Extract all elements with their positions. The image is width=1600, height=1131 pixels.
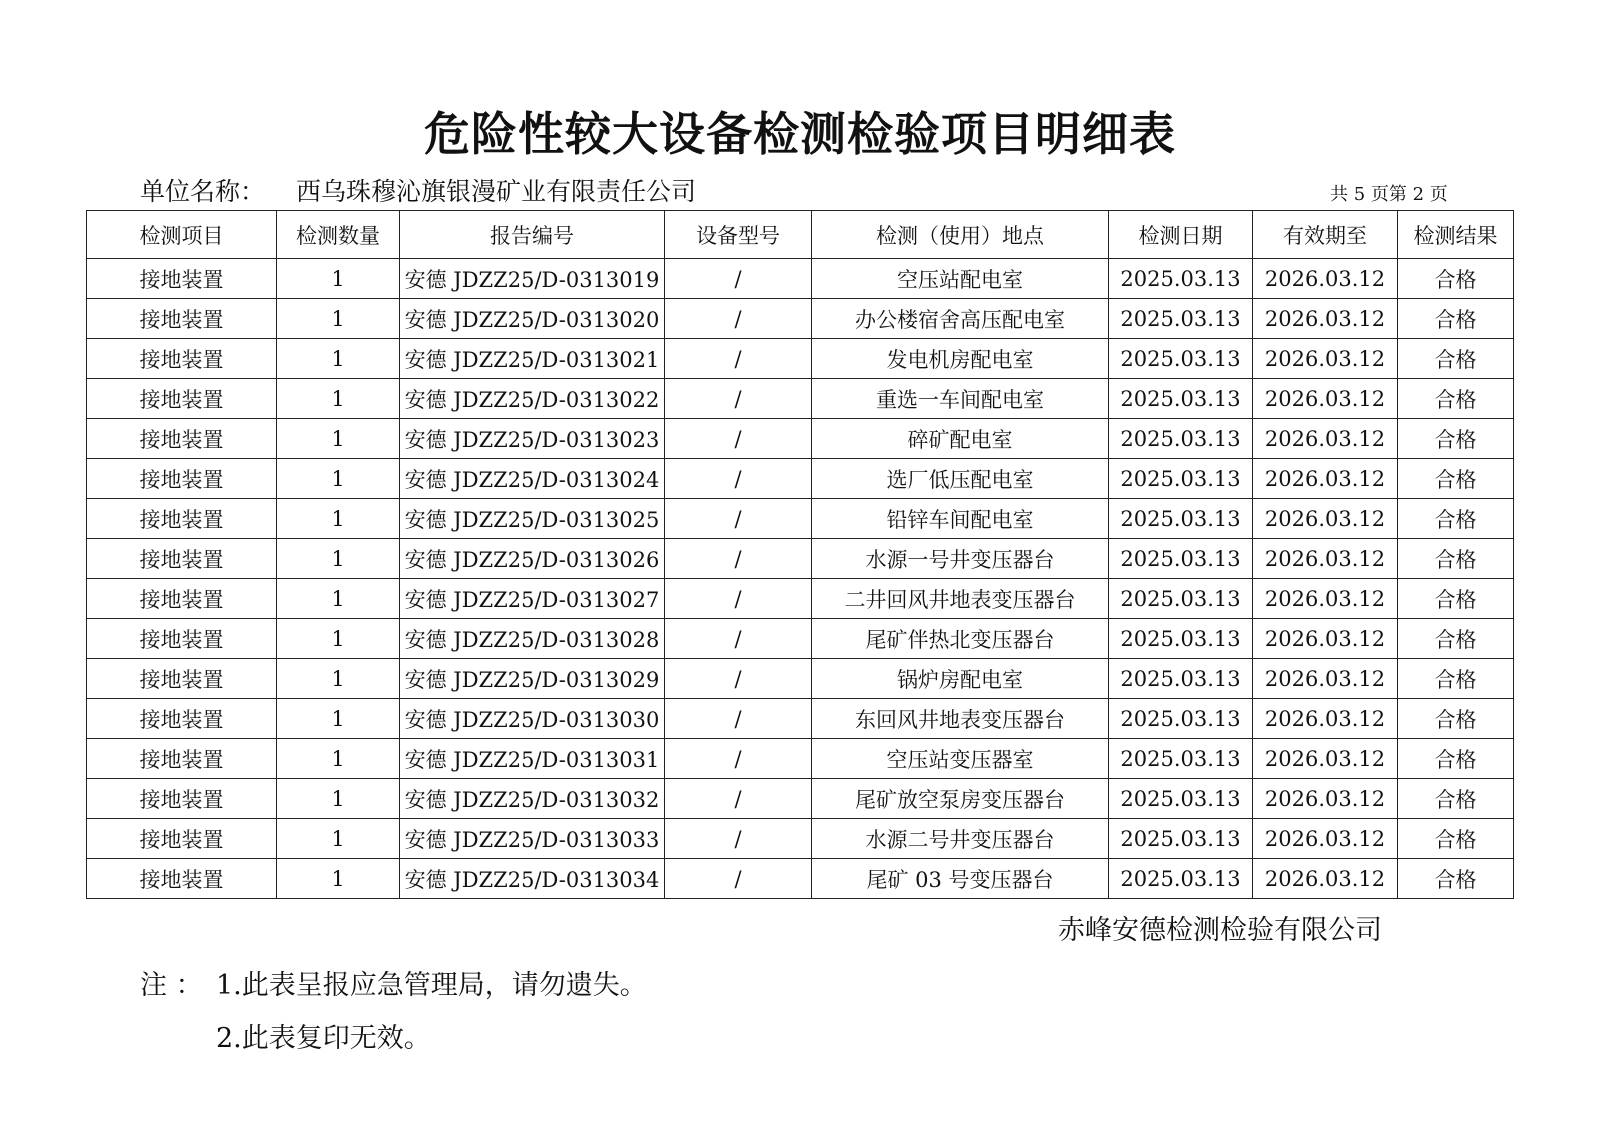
item-cell: 接地装置 [87,299,277,339]
model-cell: / [665,579,812,619]
location-cell: 选厂低压配电室 [812,459,1109,499]
result-cell: 合格 [1398,539,1514,579]
report-number-cell: 安德 JDZZ25/D-0313020 [400,299,665,339]
item-cell: 接地装置 [87,819,277,859]
result-cell: 合格 [1398,619,1514,659]
model-cell: / [665,819,812,859]
location-cell: 二井回风井地表变压器台 [812,579,1109,619]
quantity-cell: 1 [277,779,400,819]
result-cell: 合格 [1398,819,1514,859]
location-cell: 东回风井地表变压器台 [812,699,1109,739]
test-date-cell: 2025.03.13 [1109,779,1253,819]
report-number-cell: 安德 JDZZ25/D-0313033 [400,819,665,859]
table-row [87,579,1514,619]
table-row [87,539,1514,579]
test-date-cell: 2025.03.13 [1109,699,1253,739]
item-cell: 接地装置 [87,579,277,619]
report-number-cell: 安德 JDZZ25/D-0313029 [400,659,665,699]
valid-until-cell: 2026.03.12 [1253,659,1398,699]
result-cell: 合格 [1398,259,1514,299]
report-number-cell: 安德 JDZZ25/D-0313026 [400,539,665,579]
table-row [87,699,1514,739]
result-cell: 合格 [1398,779,1514,819]
item-cell: 接地装置 [87,619,277,659]
report-number-cell: 安德 JDZZ25/D-0313024 [400,459,665,499]
table-row [87,739,1514,779]
report-number-cell: 安德 JDZZ25/D-0313025 [400,499,665,539]
report-number-cell: 安德 JDZZ25/D-0313030 [400,699,665,739]
unit-name-value: 西乌珠穆沁旗银漫矿业有限责任公司 [296,177,697,206]
report-number-cell: 安德 JDZZ25/D-0313031 [400,739,665,779]
table-row [87,499,1514,539]
quantity-cell: 1 [277,299,400,339]
table-row [87,339,1514,379]
model-cell: / [665,299,812,339]
note-item: 2.此表复印无效。 [216,1023,431,1054]
result-cell: 合格 [1398,419,1514,459]
column-header: 检测项目 [87,211,277,259]
report-number-cell: 安德 JDZZ25/D-0313019 [400,259,665,299]
test-date-cell: 2025.03.13 [1109,339,1253,379]
location-cell: 铅锌车间配电室 [812,499,1109,539]
location-cell: 尾矿伴热北变压器台 [812,619,1109,659]
quantity-cell: 1 [277,739,400,779]
item-cell: 接地装置 [87,859,277,899]
result-cell: 合格 [1398,579,1514,619]
item-cell: 接地装置 [87,259,277,299]
quantity-cell: 1 [277,579,400,619]
table-row [87,619,1514,659]
model-cell: / [665,859,812,899]
valid-until-cell: 2026.03.12 [1253,619,1398,659]
location-cell: 发电机房配电室 [812,339,1109,379]
item-cell: 接地装置 [87,339,277,379]
table-row [87,459,1514,499]
valid-until-cell: 2026.03.12 [1253,419,1398,459]
item-cell: 接地装置 [87,419,277,459]
test-date-cell: 2025.03.13 [1109,859,1253,899]
quantity-cell: 1 [277,259,400,299]
valid-until-cell: 2026.03.12 [1253,499,1398,539]
test-date-cell: 2025.03.13 [1109,739,1253,779]
report-number-cell: 安德 JDZZ25/D-0313034 [400,859,665,899]
test-date-cell: 2025.03.13 [1109,459,1253,499]
model-cell: / [665,419,812,459]
column-header: 检测结果 [1398,211,1514,259]
location-cell: 尾矿 03 号变压器台 [812,859,1109,899]
item-cell: 接地装置 [87,739,277,779]
table-row [87,779,1514,819]
page-indicator: 共 5 页第 2 页 [1330,184,1448,205]
valid-until-cell: 2026.03.12 [1253,739,1398,779]
report-number-cell: 安德 JDZZ25/D-0313027 [400,579,665,619]
location-cell: 空压站配电室 [812,259,1109,299]
result-cell: 合格 [1398,659,1514,699]
model-cell: / [665,339,812,379]
result-cell: 合格 [1398,459,1514,499]
valid-until-cell: 2026.03.12 [1253,259,1398,299]
test-date-cell: 2025.03.13 [1109,819,1253,859]
result-cell: 合格 [1398,699,1514,739]
quantity-cell: 1 [277,459,400,499]
location-cell: 办公楼宿舍高压配电室 [812,299,1109,339]
valid-until-cell: 2026.03.12 [1253,339,1398,379]
column-header: 检测数量 [277,211,400,259]
report-number-cell: 安德 JDZZ25/D-0313021 [400,339,665,379]
item-cell: 接地装置 [87,699,277,739]
quantity-cell: 1 [277,659,400,699]
item-cell: 接地装置 [87,659,277,699]
model-cell: / [665,539,812,579]
table-row [87,859,1514,899]
test-date-cell: 2025.03.13 [1109,419,1253,459]
item-cell: 接地装置 [87,779,277,819]
item-cell: 接地装置 [87,499,277,539]
location-cell: 重选一车间配电室 [812,379,1109,419]
location-cell: 碎矿配电室 [812,419,1109,459]
location-cell: 水源二号井变压器台 [812,819,1109,859]
result-cell: 合格 [1398,499,1514,539]
quantity-cell: 1 [277,819,400,859]
test-date-cell: 2025.03.13 [1109,299,1253,339]
table-header-row [87,211,1514,259]
valid-until-cell: 2026.03.12 [1253,459,1398,499]
valid-until-cell: 2026.03.12 [1253,579,1398,619]
valid-until-cell: 2026.03.12 [1253,859,1398,899]
test-date-cell: 2025.03.13 [1109,619,1253,659]
item-cell: 接地装置 [87,539,277,579]
column-header: 检测（使用）地点 [812,211,1109,259]
document-title: 危险性较大设备检测检验项目明细表 [424,107,1176,161]
result-cell: 合格 [1398,339,1514,379]
quantity-cell: 1 [277,499,400,539]
table-row [87,419,1514,459]
test-date-cell: 2025.03.13 [1109,579,1253,619]
note-item: 1.此表呈报应急管理局，请勿遗失。 [216,970,647,1001]
column-header: 设备型号 [665,211,812,259]
report-number-cell: 安德 JDZZ25/D-0313023 [400,419,665,459]
valid-until-cell: 2026.03.12 [1253,539,1398,579]
model-cell: / [665,459,812,499]
quantity-cell: 1 [277,539,400,579]
item-cell: 接地装置 [87,459,277,499]
notes-label: 注 ： [140,970,203,1001]
table-row [87,299,1514,339]
model-cell: / [665,379,812,419]
test-date-cell: 2025.03.13 [1109,259,1253,299]
quantity-cell: 1 [277,699,400,739]
model-cell: / [665,659,812,699]
item-cell: 接地装置 [87,379,277,419]
table-row [87,379,1514,419]
model-cell: / [665,699,812,739]
table-row [87,259,1514,299]
valid-until-cell: 2026.03.12 [1253,779,1398,819]
result-cell: 合格 [1398,379,1514,419]
inspection-company: 赤峰安德检测检验有限公司 [1058,915,1382,946]
quantity-cell: 1 [277,419,400,459]
test-date-cell: 2025.03.13 [1109,659,1253,699]
column-header: 报告编号 [400,211,665,259]
inspection-table [86,210,1514,899]
result-cell: 合格 [1398,859,1514,899]
model-cell: / [665,619,812,659]
column-header: 有效期至 [1253,211,1398,259]
column-header: 检测日期 [1109,211,1253,259]
table-row [87,819,1514,859]
valid-until-cell: 2026.03.12 [1253,379,1398,419]
valid-until-cell: 2026.03.12 [1253,819,1398,859]
location-cell: 尾矿放空泵房变压器台 [812,779,1109,819]
valid-until-cell: 2026.03.12 [1253,299,1398,339]
test-date-cell: 2025.03.13 [1109,499,1253,539]
result-cell: 合格 [1398,299,1514,339]
model-cell: / [665,499,812,539]
report-number-cell: 安德 JDZZ25/D-0313022 [400,379,665,419]
test-date-cell: 2025.03.13 [1109,379,1253,419]
model-cell: / [665,779,812,819]
result-cell: 合格 [1398,739,1514,779]
valid-until-cell: 2026.03.12 [1253,699,1398,739]
report-number-cell: 安德 JDZZ25/D-0313028 [400,619,665,659]
location-cell: 锅炉房配电室 [812,659,1109,699]
unit-name-label: 单位名称： [140,177,266,206]
model-cell: / [665,739,812,779]
table-row [87,659,1514,699]
location-cell: 空压站变压器室 [812,739,1109,779]
model-cell: / [665,259,812,299]
quantity-cell: 1 [277,859,400,899]
report-number-cell: 安德 JDZZ25/D-0313032 [400,779,665,819]
quantity-cell: 1 [277,619,400,659]
location-cell: 水源一号井变压器台 [812,539,1109,579]
test-date-cell: 2025.03.13 [1109,539,1253,579]
quantity-cell: 1 [277,379,400,419]
quantity-cell: 1 [277,339,400,379]
